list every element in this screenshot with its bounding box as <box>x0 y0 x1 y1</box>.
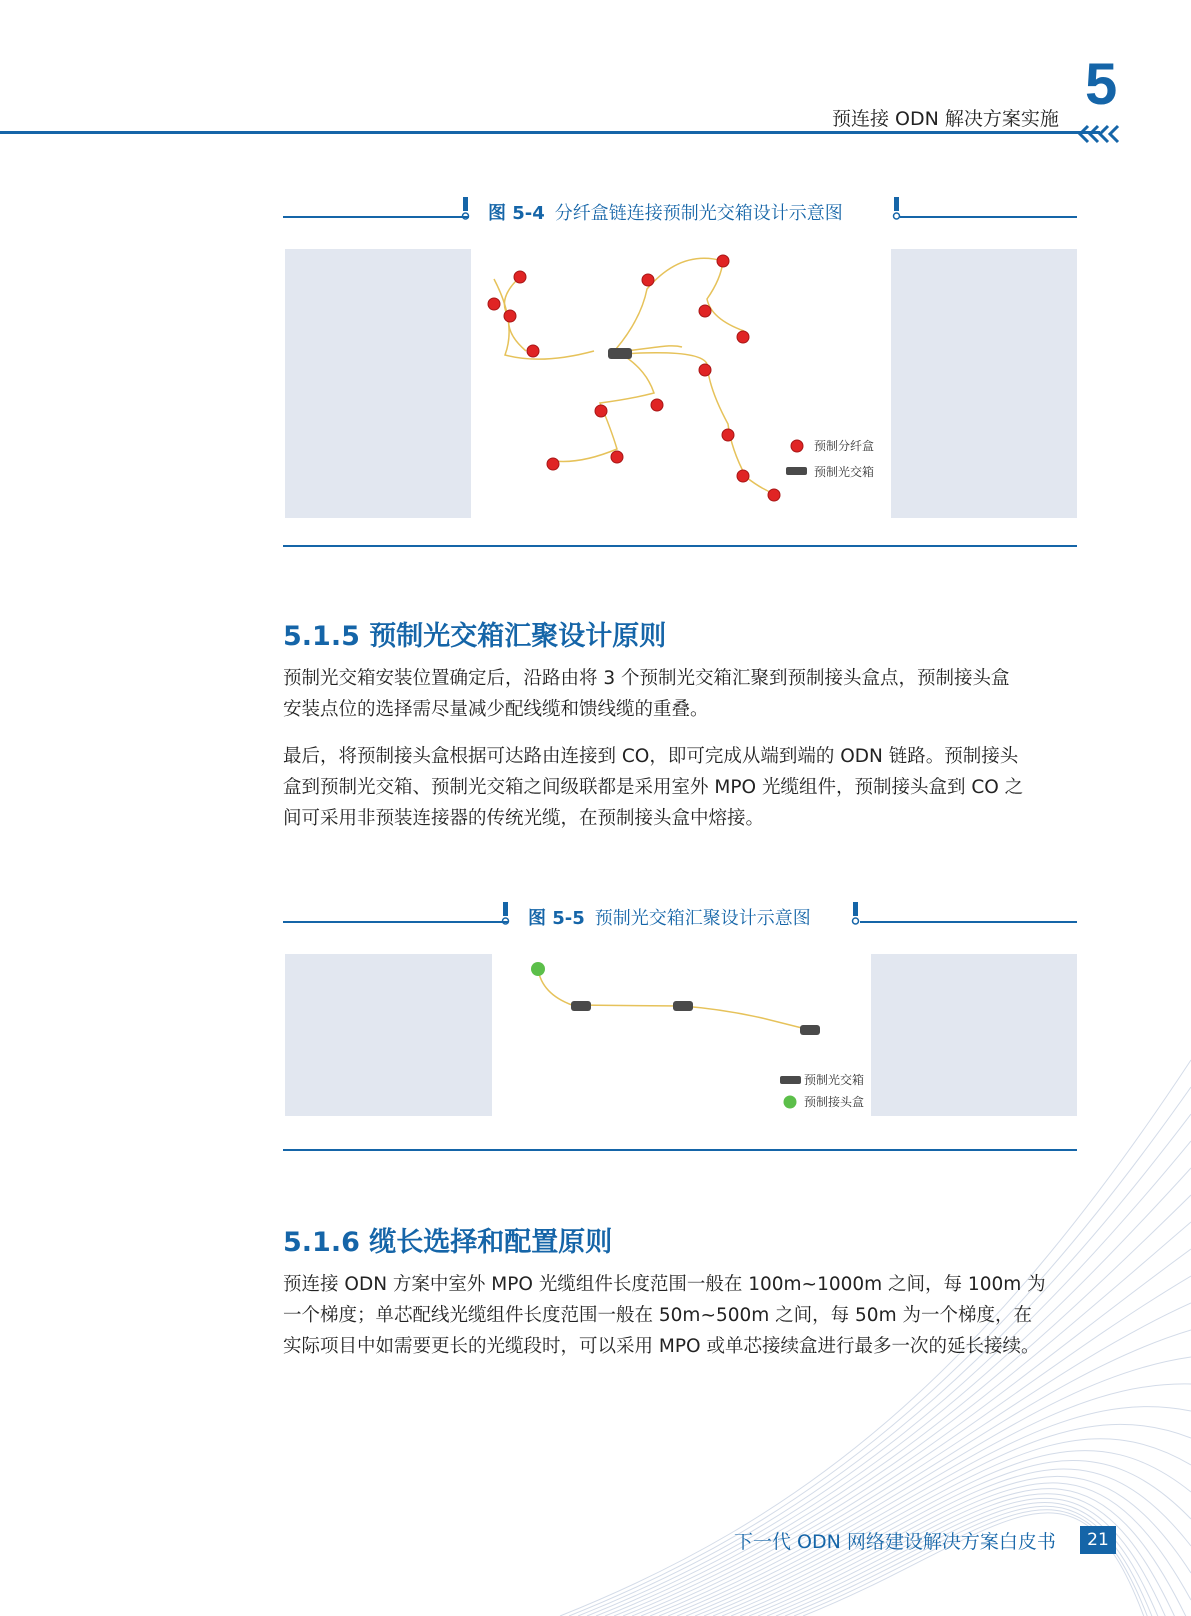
footer-title: 下一代 ODN 网络建设解决方案白皮书 <box>734 1531 1056 1553</box>
legend-label: 预制接头盒 <box>804 1095 865 1109</box>
pin-icon <box>460 197 472 221</box>
chevron-left-icon <box>1076 124 1126 144</box>
paragraph-line: 最后，将预制接头盒根据可达路由连接到 CO，即可完成从端到端的 ODN 链路。预制接头 <box>283 746 1019 767</box>
caption-rule-left <box>283 216 469 218</box>
paragraph-line: 一个梯度；单芯配线光缆组件长度范围一般在 50m~500m 之间，每 50m 为一个梯度，在 <box>283 1305 1032 1326</box>
figure-bottom-rule <box>283 545 1077 547</box>
figure-title: 预制光交箱汇聚设计示意图 <box>594 908 811 929</box>
section-heading: 5.1.6 缆长选择和配置原则 <box>283 1227 613 1258</box>
chapter-number: 5 <box>1085 52 1118 117</box>
figure-5-5-caption <box>528 904 811 930</box>
figure-label: 图 5-5 <box>528 908 585 929</box>
paragraph-line: 安装点位的选择需尽量减少配线缆和馈线缆的重叠。 <box>283 699 709 720</box>
figure-bottom-rule <box>283 1149 1077 1151</box>
figure-5-4-diagram <box>471 249 891 518</box>
figure-placeholder-panel <box>871 954 1077 1116</box>
page-number: 21 <box>1080 1526 1116 1554</box>
paragraph <box>283 663 1079 725</box>
paragraph-line: 实际项目中如需要更长的光缆段时，可以采用 MPO 或单芯接续盒进行最多一次的延长接续。 <box>283 1336 1040 1357</box>
chapter-title: 预连接 ODN 解决方案实施 <box>832 108 1059 130</box>
figure-title: 分纤盒链连接预制光交箱设计示意图 <box>554 203 843 224</box>
figure-placeholder-panel <box>285 249 471 518</box>
figure-placeholder-panel <box>891 249 1077 518</box>
paragraph <box>283 741 1079 834</box>
header-rule <box>0 131 1100 134</box>
paragraph-line: 预制光交箱安装位置确定后，沿路由将 3 个预制光交箱汇聚到预制接头盒点，预制接头盒 <box>283 668 1010 689</box>
figure-placeholder-panel <box>285 954 492 1116</box>
figure-5-5-diagram <box>492 954 871 1116</box>
legend-label: 预制分纤盒 <box>814 439 875 453</box>
paragraph-line: 预连接 ODN 方案中室外 MPO 光缆组件长度范围一般在 100m~1000m 之间，每 100m 为 <box>283 1274 1046 1295</box>
paragraph <box>283 1269 1079 1362</box>
legend-label: 预制光交箱 <box>814 465 875 479</box>
caption-rule-left <box>283 921 508 923</box>
paragraph-line: 间可采用非预装连接器的传统光缆，在预制接头盒中熔接。 <box>283 808 765 829</box>
paragraph-line: 盒到预制光交箱、预制光交箱之间级联都是采用室外 MPO 光缆组件，预制接头盒到 CO 之 <box>283 777 1024 798</box>
figure-label: 图 5-4 <box>488 203 545 224</box>
section-heading: 5.1.5 预制光交箱汇聚设计原则 <box>283 621 667 652</box>
legend-label: 预制光交箱 <box>804 1073 865 1087</box>
caption-rule-right <box>900 216 1077 218</box>
figure-5-4-caption <box>488 199 843 225</box>
pin-icon <box>500 902 512 926</box>
caption-rule-right <box>860 921 1077 923</box>
